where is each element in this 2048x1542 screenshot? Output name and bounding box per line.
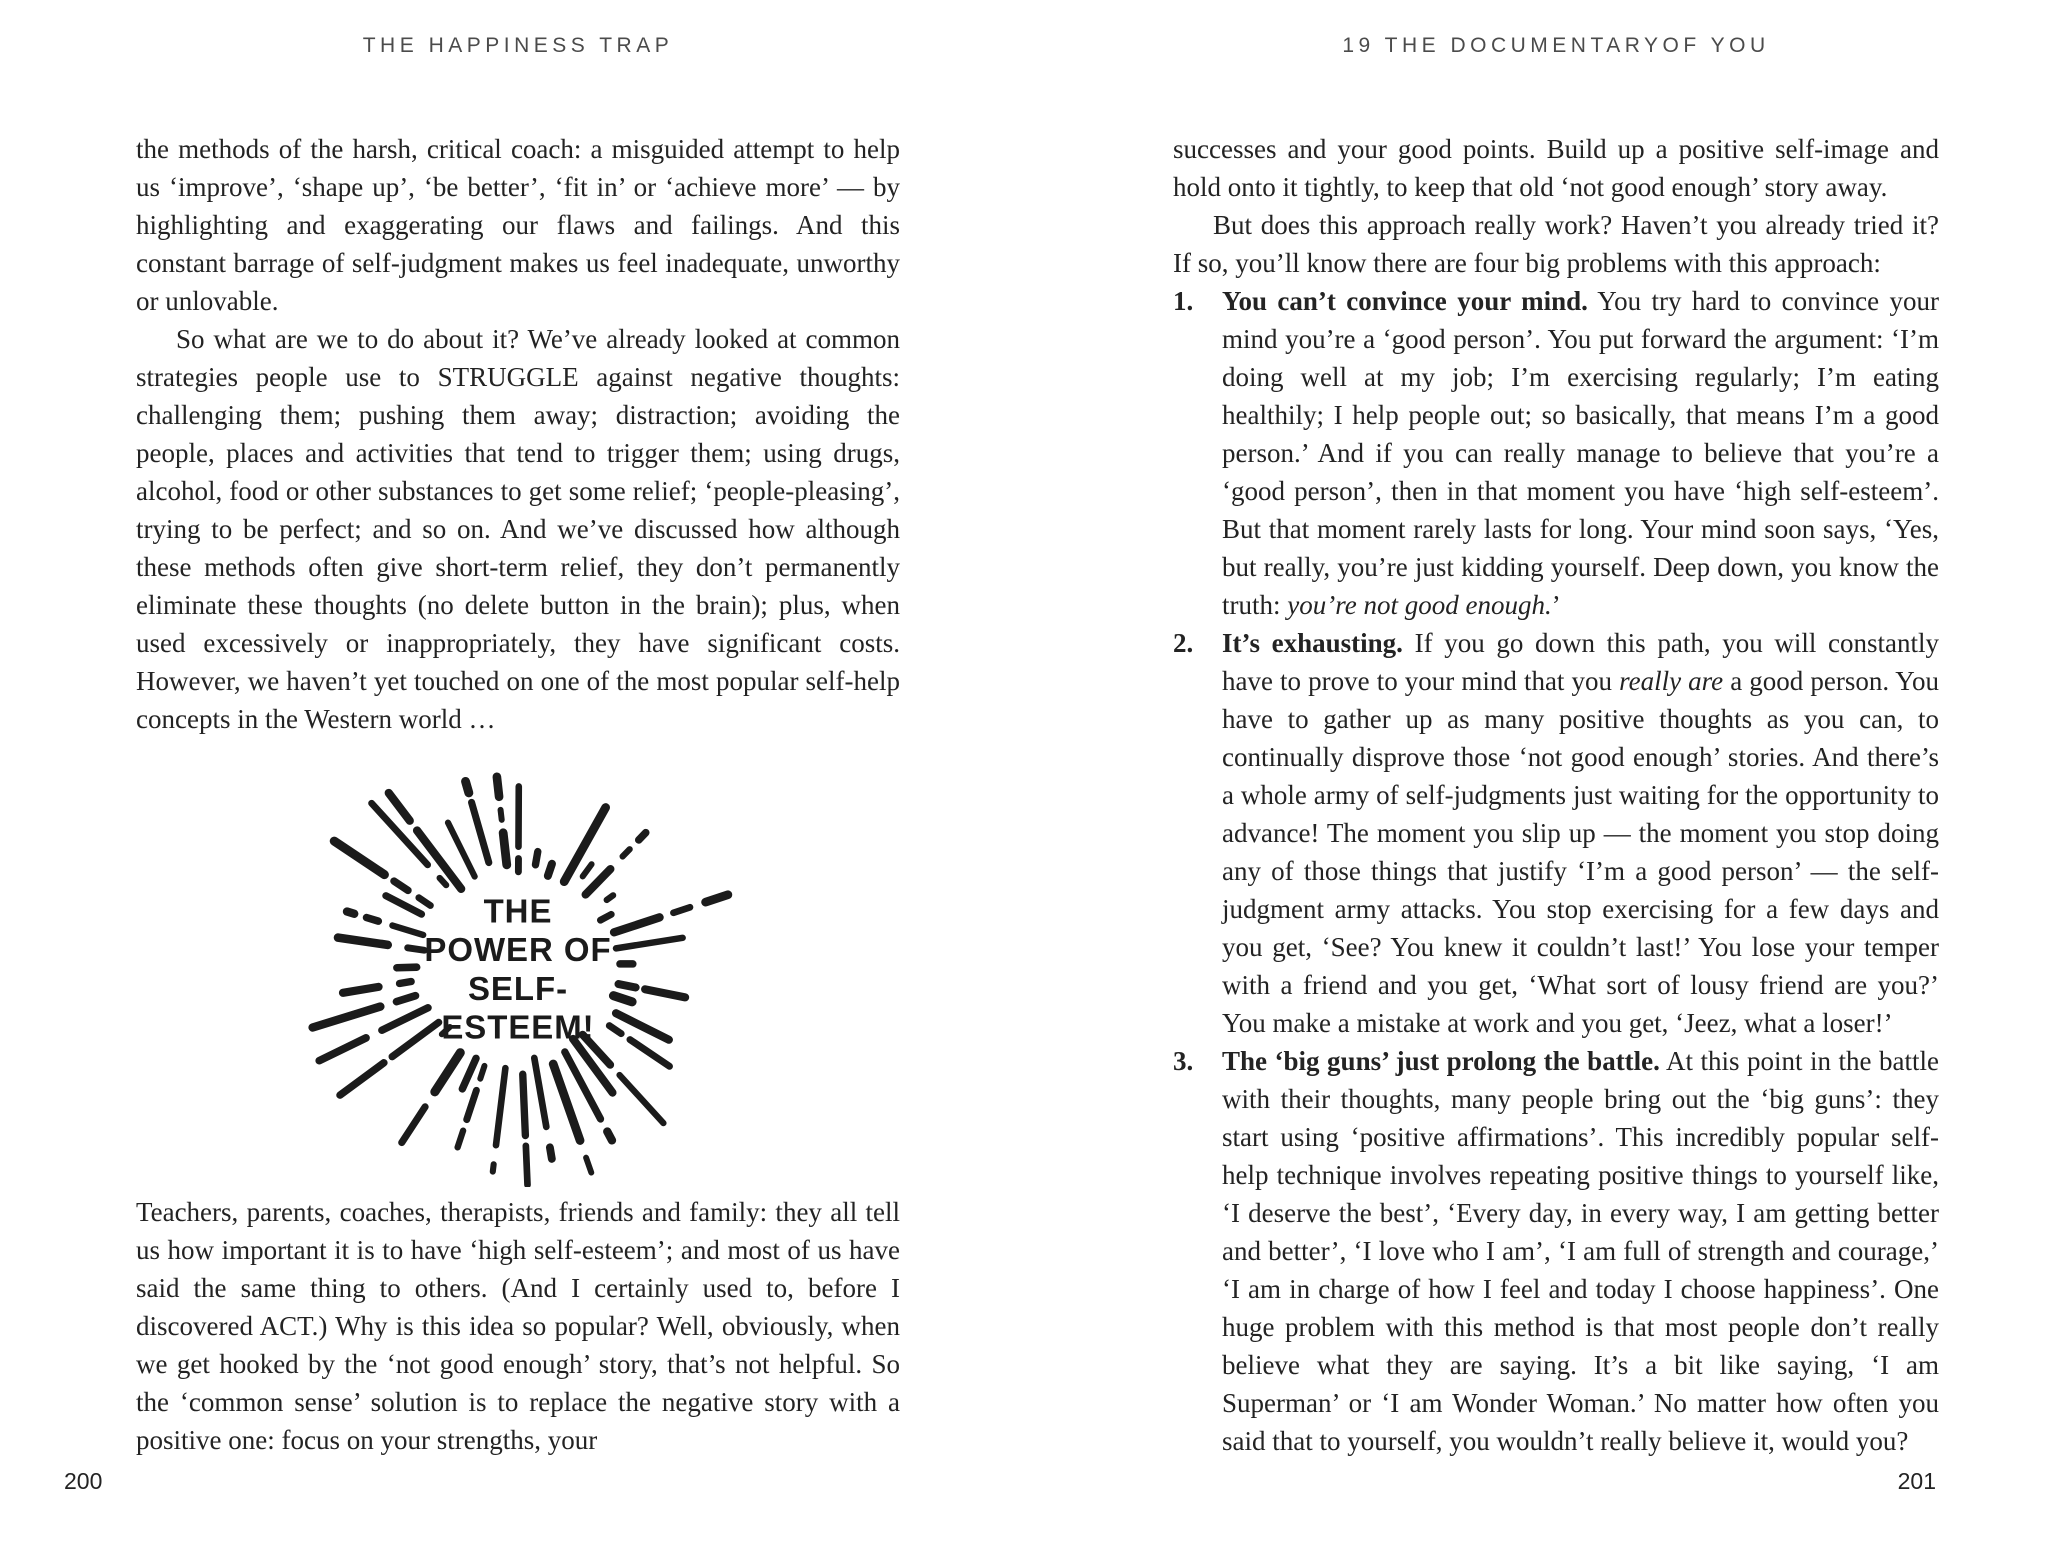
list-item (1173, 282, 1939, 624)
starburst-text-line3: SELF- (467, 969, 569, 1007)
body-paragraph: So what are we to do about it? We’ve already looked at common strategies people use to STRUGGLE against negative thoughts: challenging them; pushing them away; distraction; avoiding the people, places and activities that tend to trigger them; using drugs, alcohol, food or other substances to get some relief; ‘people-pleasing’, trying to be perfect; and so on. And we’ve discussed how although these methods often give short-term relief, they don’t permanently eliminate these thoughts (no delete button in the brain); plus, when used excessively or inappropriately, they have significant costs. However, we haven’t yet touched on one of the most popular self-help concepts in the Western world … (136, 324, 900, 734)
list-item-text: You can’t convince your mind. You try hard to convince your mind you’re a ‘good person’. You put forward the argument: ‘I’m doing well at my job; I’m exercising regularly; I’m eating healthily; I help people out; so basically, that means I’m a good person.’ And if you can really manage to believe that you’re a ‘good person’, then in that moment you have ‘high self-esteem’. But that moment rarely lasts for long. Your mind soon says, ‘Yes, but really, you’re just kidding yourself. Deep down, you know the truth: you’re not good enough.’ (1222, 286, 1939, 620)
list-item (1173, 624, 1939, 1042)
left-page-number: 200 (64, 1468, 103, 1494)
body-paragraph: successes and your good points. Build up a positive self-image and hold onto it tightly, to keep that old ‘not good enough’ story away. (1173, 134, 1939, 202)
body-paragraph: the methods of the harsh, critical coach: a misguided attempt to help us ‘improve’, ‘shape up’, ‘be better’, ‘fit in’ or ‘achieve more’ — by highlighting and exaggerating our flaws and failings. And this constant barrage of self-judgment makes us feel inadequate, unworthy or unlovable. (136, 134, 900, 316)
right-page-number: 201 (1897, 1468, 1936, 1494)
left-running-head: THE HAPPINESS TRAP (362, 34, 674, 57)
starburst-text-line1: THE (483, 892, 553, 930)
starburst-image (295, 741, 741, 1187)
list-item-number: 2. (1173, 628, 1194, 658)
numbered-list (1173, 282, 1939, 1460)
list-item-text: It’s exhausting. If you go down this path, you will constantly have to prove to your mind that you really are a good person. You have to gather up as many positive thoughts as you can, to continually disprove those ‘not good enough’ stories. And there’s a whole army of self-judgments just waiting for the opportunity to advance! The moment you slip up — the moment you stop doing any of those things that justify ‘I’m a good person’ — the self-judgment army attacks. You stop exercising for a few days and you get, ‘See? You knew it couldn’t last!’ You lose your temper with a friend and you get, ‘What sort of lousy friend are you?’ You make a mistake at work and you get, ‘Jeez, what a loser!’ (1222, 628, 1939, 1038)
list-item-number: 1. (1173, 286, 1194, 316)
body-paragraph: But does this approach really work? Haven’t you already tried it? If so, you’ll know there are four big problems with this approach: (1173, 210, 1939, 278)
body-paragraph: Teachers, parents, coaches, therapists, friends and family: they all tell us how important it is to have ‘high self-esteem’; and most of us have said the same thing to others. (And I certainly used to, before I discovered ACT.) Why is this idea so popular? Well, obviously, when we get hooked by the ‘not good enough’ story, that’s not helpful. So the ‘common sense’ solution is to replace the negative story with a positive one: focus on your strengths, your (136, 1197, 900, 1455)
starburst-text-line4: ESTEEM! (441, 1008, 595, 1046)
list-item (1173, 1042, 1939, 1460)
list-item-text: The ‘big guns’ just prolong the battle. At this point in the battle with their thoughts, many people bring out the ‘big guns’: they start using ‘positive affirmations’. This incredibly popular self-help technique involves repeating positive things to yourself like, ‘I deserve the best’, ‘Every day, in every way, I am getting better and better’, ‘I love who I am’, ‘I am full of strength and courage,’ ‘I am in charge of how I feel and today I choose happiness’. One huge problem with this method is that most people don’t really believe what they are saying. It’s a bit like saying, ‘I am Superman’ or ‘I am Wonder Woman.’ No matter how often you said that to yourself, you wouldn’t really believe it, would you? (1222, 1046, 1940, 1456)
list-item-number: 3. (1173, 1046, 1194, 1076)
starburst-text-line2: POWER OF (424, 931, 612, 969)
right-page-text-column (1173, 130, 1939, 1460)
right-running-head: 19 THE DOCUMENTARYOF YOU (1342, 34, 1770, 57)
left-page-text-column (136, 130, 900, 1459)
self-esteem-starburst-illustration (136, 741, 900, 1187)
